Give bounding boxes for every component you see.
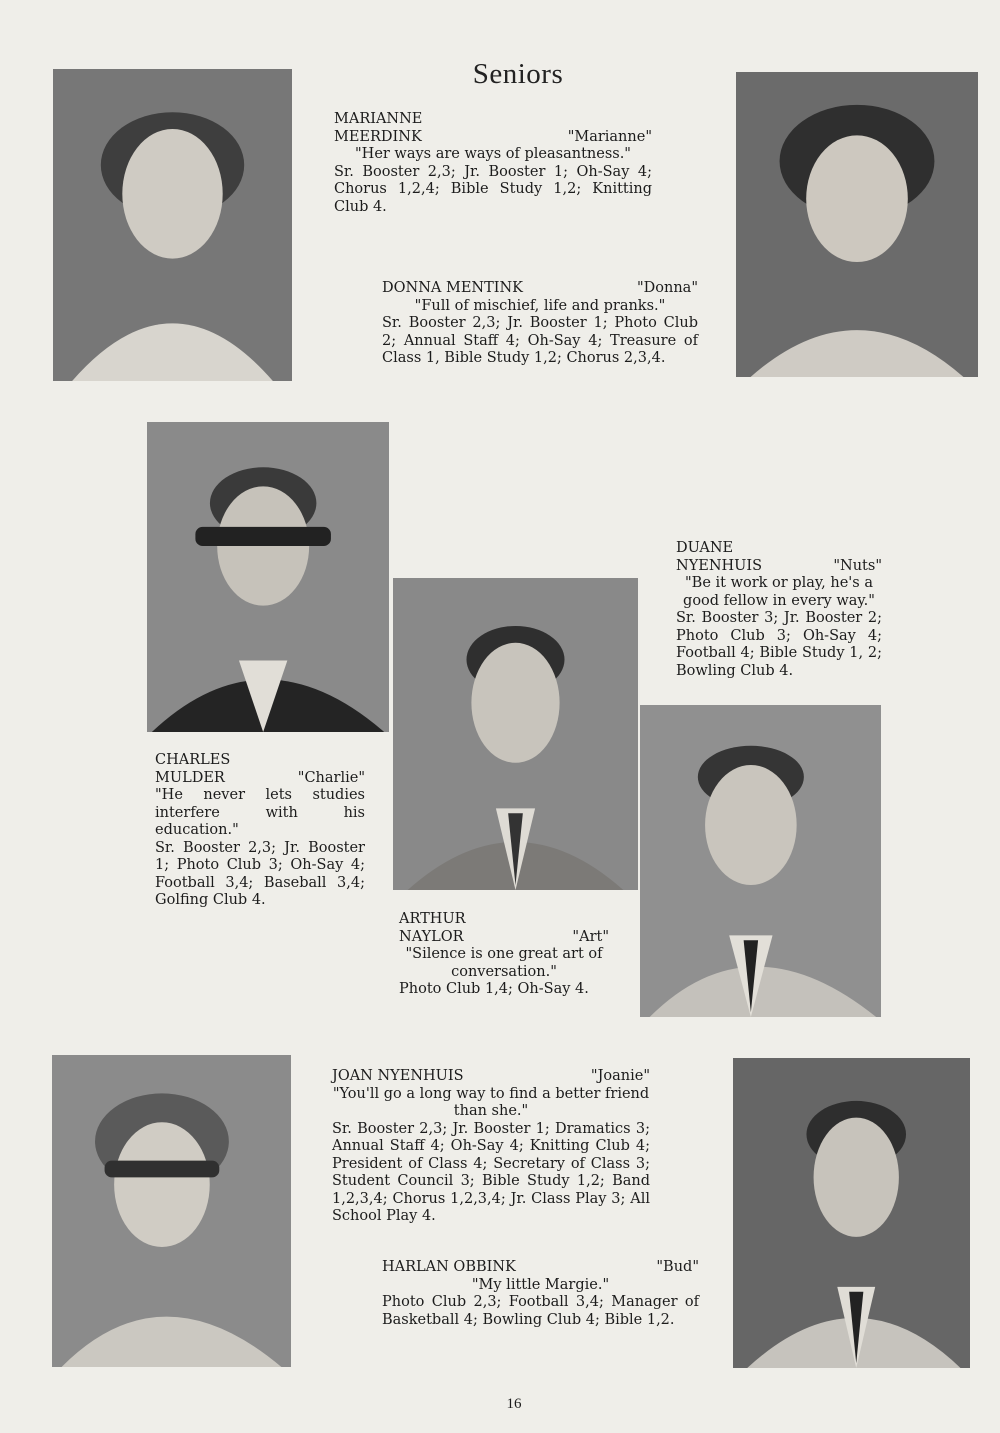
senior-nickname: "Nuts" <box>833 557 882 574</box>
senior-name: DONNA MENTINK <box>382 280 524 296</box>
senior-last-name: MEERDINK <box>334 128 422 145</box>
senior-activities: Sr. Booster 2,3; Jr. Booster 1; Oh-Say 4; Chorus 1,2,4; Bible Study 1,2; Knitting Club 4. <box>334 163 652 215</box>
senior-activities: Photo Club 2,3; Football 3,4; Manager of Basketball 4; Bowling Club 4; Bible 1,2. <box>382 1294 699 1328</box>
senior-entry-charles-mulder <box>155 752 365 910</box>
senior-nickname: "Joanie" <box>590 1068 650 1084</box>
senior-last-name: NYENHUIS <box>676 557 763 574</box>
senior-entry-donna-mentink <box>382 280 698 368</box>
portrait-joan-nyenhuis <box>52 1055 291 1367</box>
senior-first-name: ARTHUR <box>399 911 466 927</box>
senior-activities: Sr. Booster 2,3; Jr. Booster 1; Photo Club 2; Annual Staff 4; Oh-Say 4; Treasure of Class 1, Bible Study 1,2; Chorus 2,3,4. <box>382 315 698 366</box>
portrait-marianne-meerdink <box>53 69 292 381</box>
senior-entry-harlan-obbink <box>382 1259 699 1329</box>
senior-motto: "Silence is one great art of conversation." <box>405 946 603 980</box>
page-number: 16 <box>506 1396 522 1412</box>
senior-motto: "Full of mischief, life and pranks." <box>414 297 666 314</box>
senior-activities: Photo Club 1,4; Oh-Say 4. <box>399 981 589 997</box>
senior-entry-joan-nyenhuis <box>332 1068 650 1226</box>
senior-motto: "Be it work or play, he's a good fellow in every way." <box>683 575 875 609</box>
senior-activities: Sr. Booster 3; Jr. Booster 2; Photo Club 3; Oh-Say 4; Football 4; Bible Study 1, 2; Bowling Club 4. <box>676 610 882 679</box>
portrait-charles-mulder <box>147 422 389 732</box>
senior-nickname: "Bud" <box>656 1259 699 1275</box>
senior-nickname: "Art" <box>572 928 609 945</box>
portrait-donna-mentink <box>736 72 978 377</box>
portrait-duane-nyenhuis <box>640 705 881 1017</box>
senior-name: JOAN NYENHUIS <box>332 1068 464 1084</box>
portrait-arthur-naylor <box>393 578 638 890</box>
senior-first-name: DUANE <box>676 540 734 556</box>
senior-motto: "My little Margie." <box>471 1276 610 1293</box>
senior-motto: "He never lets studies interfere with his education." <box>155 787 365 838</box>
senior-nickname: "Donna" <box>636 280 698 296</box>
senior-last-name: NAYLOR <box>399 928 464 945</box>
senior-first-name: CHARLES <box>155 752 231 768</box>
senior-entry-duane-nyenhuis <box>676 540 882 680</box>
senior-entry-marianne-meerdink <box>334 111 652 216</box>
senior-name: HARLAN OBBINK <box>382 1259 516 1275</box>
senior-last-name: MULDER <box>155 769 225 786</box>
senior-first-name: MARIANNE <box>334 111 423 127</box>
senior-activities: Sr. Booster 2,3; Jr. Booster 1; Photo Club 3; Oh-Say 4; Football 3,4; Baseball 3,4; Golfing Club 4. <box>155 839 365 908</box>
senior-motto: "You'll go a long way to find a better friend than she." <box>332 1085 650 1119</box>
senior-activities: Sr. Booster 2,3; Jr. Booster 1; Dramatics 3; Annual Staff 4; Oh-Say 4; Knitting Club 4; President of Class 4; Secretary of Class 3; Student Council 3; Bible Study 1,2; Band 1,2,3,4; Chorus 1,2,3,4; Jr. Class Play 3; All School Play 4. <box>332 1120 650 1224</box>
page-title: Seniors <box>472 58 564 90</box>
senior-motto: "Her ways are ways of pleasantness." <box>355 146 631 162</box>
senior-entry-arthur-naylor <box>399 911 609 999</box>
senior-nickname: "Marianne" <box>567 128 652 145</box>
senior-nickname: "Charlie" <box>297 769 365 786</box>
portrait-harlan-obbink <box>733 1058 970 1368</box>
